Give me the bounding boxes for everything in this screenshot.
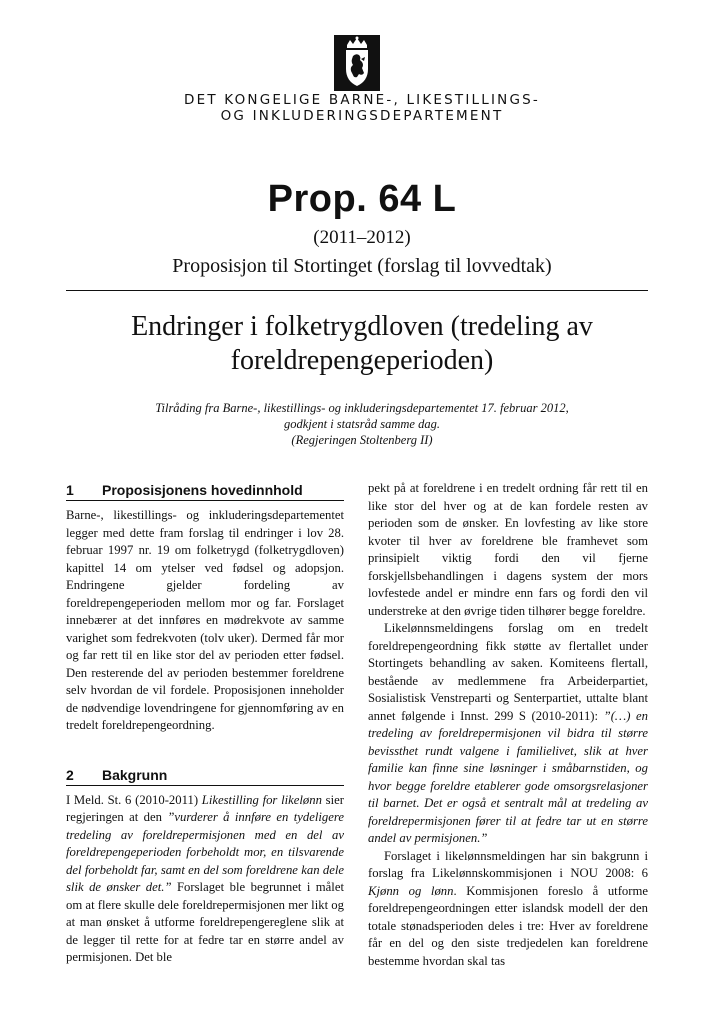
department-name-line2: OG INKLUDERINGSDEPARTEMENT [220,108,504,124]
recommendation [0,400,724,448]
committee-quote: ”(…) en tredeling av foreldrepermisjonen vil bidra til større bevissthet rundt valgene i familielivet, slik at hver familie kan finne sine løsninger i småbarnstiden, og hvor begge foreldre etablerer gode omsorgsrelasjoner til barnet. Det er også et sentralt mål at tredeling av foreldrepermisjonen fører til at fedre tar ut en større andel av permisjonen.” [368,708,648,845]
right-column [368,480,648,970]
section-1-heading [66,480,344,501]
department-name-line1: DET KONGELIGE BARNE-, LIKESTILLINGS- [184,92,540,108]
right-paragraph-2: Likelønnsmeldingens forslag om en tredelt foreldrepengeordning fikk støtte av flertallet under Stortingets behandling av saken. Komiteens flertall, bestående av medlemmene fra Arbeiderpartiet, Sosialistisk Venstreparti og Senterpartiet, uttalte blant annet følgende i Innst. 299 S (2010-2011): ”(…) en tredeling av foreldrepermisjonen vil bidra til større bevissthet rundt valgene i familielivet, slik at hver familie kan finne sine løsninger i småbarnstiden, og hvor begge foreldre etablerer gode omsorgsrelasjoner til barnet. Det er også et sentralt mål at tredeling av foreldrepermisjonen fører til at fedre tar ut en større andel av permisjonen.” [368,621,648,845]
section-2-number: 2 [66,766,74,783]
section-1-paragraph: Barne-, likestillings- og inkluderingsdepartementet legger med dette fram forslag til endringer i lov 28. februar 1997 nr. 19 om folketrygd (folketrygdloven) kapittel 14 om ytelser ved fødsel og adopsjon. Endringene gjelder fordeling av foreldrepengeperioden mellom mor og far. Forslaget innebærer at det innføres en mødrekvote av samme varighet som fedrekvoten (tolv uker). Dermed får mor og far rett til en like stor del av perioden etter fødsel. Den resterende del av perioden bestemmer foreldrene selv hvordan de vil fordele. Proposisjonen inneholder de nødvendige lovendringene for gjennomføring av en tredelt foreldrepengeordning. [66,508,344,732]
section-1-number: 1 [66,482,74,498]
section-2-paragraph: I Meld. St. 6 (2010-2011) Likestilling for likelønn sier regjeringen at den ”vurderer å innføre en tydeligere tredeling av foreldrepermisjonen med en del av foreldrepengeperioden forbeholdt mor, en tilsvarende del forbeholdt far, samt en del som foreldrene kan dele slik de ønsker det.” Forslaget ble begrunnet i målet om at flere skulle dele foreldrepermisjonen mer likt og at man ønsket å utforme foreldrepengereglene slik at de legger til rette for at fedre tar en større andel av permisjonen. Det ble [66,792,344,964]
recommendation-line2: godkjent i statsråd samme dag. [284,417,440,431]
recommendation-line3: (Regjeringen Stoltenberg II) [291,433,433,447]
section-2-heading [66,765,344,786]
section-2-title: Bakgrunn [102,766,168,783]
coat-of-arms-icon [334,35,380,91]
report-title: Likestilling for likelønn [201,792,322,807]
proposition-type: Proposisjon til Stortinget (forslag til lovvedtak) [172,255,552,277]
document-title-line1: Endringer i folketrygdloven (tredeling av [131,311,593,342]
proposition-years: (2011–2012) [313,227,411,248]
document-title [60,310,664,378]
recommendation-line1: Tilråding fra Barne-, likestillings- og inkluderingsdepartementet 17. februar 2012, [155,401,569,415]
nou-title: Kjønn og lønn [368,883,454,898]
right-paragraph-3: Forslaget i likelønnsmeldingen har sin bakgrunn i forslag fra Likelønnskommisjonen i NOU 2008: 6 Kjønn og lønn. Kommisjonen foreslo å utforme foreldrepengeordningen etter islandsk modell der den totale stønadsperioden deles i tre: Hver av foreldrene får en del og den siste tredjedelen kan foreldrene bestemme hvordan skal tas [368,848,649,968]
title-divider [66,290,648,291]
proposition-number: Prop. 64 L [267,178,457,220]
document-title-line2: foreldrepengeperioden) [230,345,494,376]
government-quote: ”vurderer å innføre en tydeligere tredeling av foreldrepermisjonen med en del av foreldrepengeperioden forbeholdt mor, en tilsvarende del forbeholdt far, samt en del som foreldrene kan dele slik de ønsker det.” [66,810,344,894]
left-column [66,480,344,967]
right-paragraph-1: pekt på at foreldrene i en tredelt ordning får rett til en like stor del hver og at de kan fordele resten av perioden som de ønsker. En lovfesting av like store kvoter til hver av foreldrene ble framhevet som prinsipielt viktig fordi den vil fjerne forskjellsbehandlingen i dagens system der mors lovfestede andel er mindre enn fars og fordi den vil understreke at den øvrige tiden tilhører begge foreldre. [368,481,648,618]
section-1-title: Proposisjonens hovedinnhold [102,482,303,498]
